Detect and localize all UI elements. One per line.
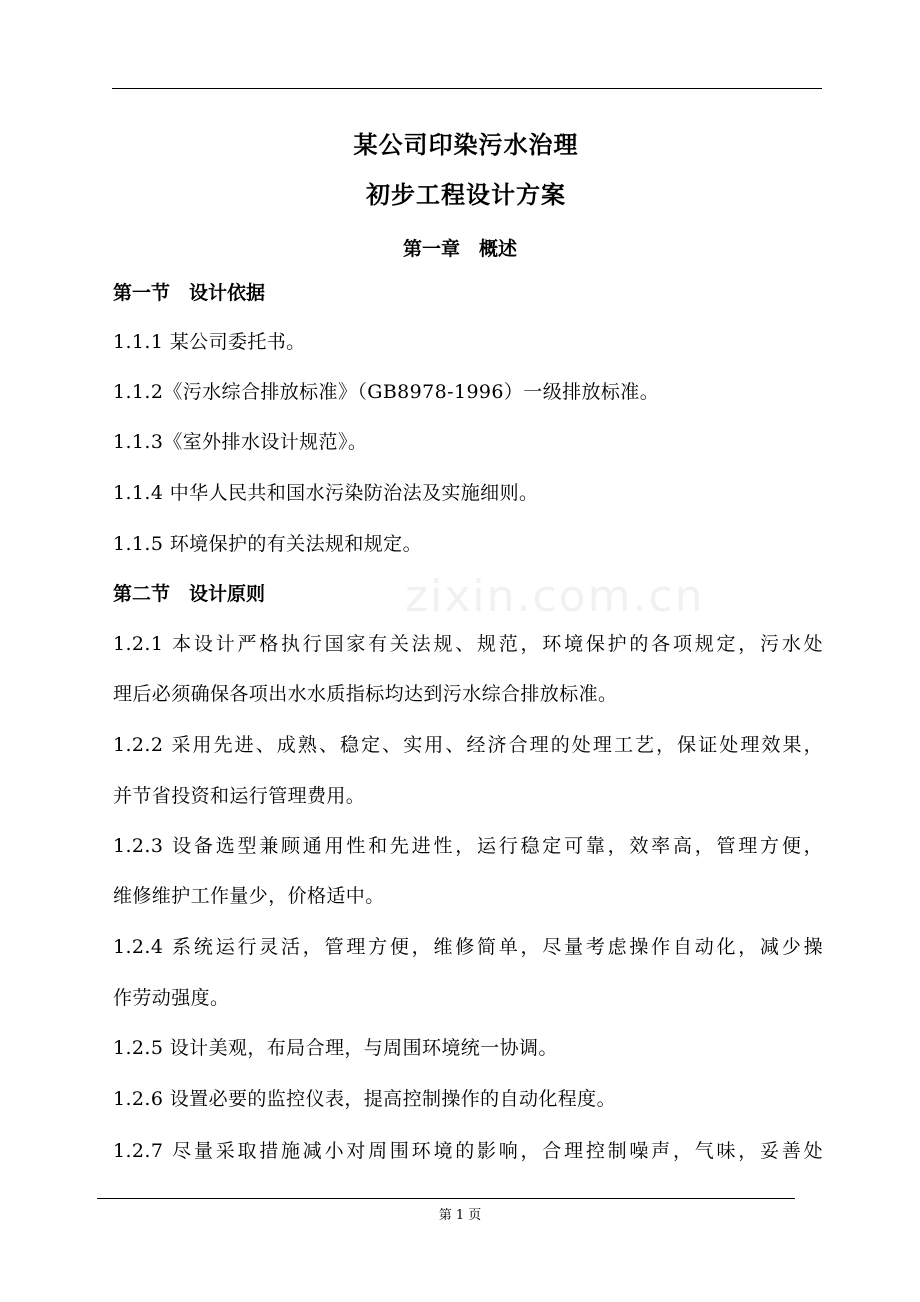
section2-line: 并节省投资和运行管理费用。 — [113, 785, 366, 807]
page-number: 第 1 页 — [438, 1208, 482, 1223]
section1-item: 1.1.4 中华人民共和国水污染防治法及实施细则。 — [113, 482, 539, 504]
section1-heading: 第一节 设计依据 — [113, 282, 266, 304]
section2-line: 1.2.3 设备选型兼顾通用性和先进性，运行稳定可靠，效率高，管理方便， — [113, 835, 823, 857]
section2-line: 1.2.6 设置必要的监控仪表，提高控制操作的自动化程度。 — [113, 1088, 616, 1110]
section2-line: 作劳动强度。 — [113, 987, 230, 1009]
document-title-line2: 初步工程设计方案 — [366, 181, 566, 209]
footer-rule — [97, 1198, 795, 1199]
section2-line: 理后必须确保各项出水水质指标均达到污水综合排放标准。 — [113, 683, 618, 705]
section2-line: 1.2.7 尽量采取措施减小对周围环境的影响，合理控制噪声，气味，妥善处 — [113, 1140, 823, 1162]
section2-line: 1.2.2 采用先进、成熟、稳定、实用、经济合理的处理工艺，保证处理效果， — [113, 734, 823, 756]
header-rule — [112, 88, 822, 89]
section2-line: 维修维护工作量少，价格适中。 — [113, 885, 385, 907]
watermark: zixin.com.cn — [405, 571, 705, 622]
section2-line: 1.2.4 系统运行灵活，管理方便，维修简单，尽量考虑操作自动化，减少操 — [113, 936, 823, 958]
section2-heading: 第二节 设计原则 — [113, 583, 266, 605]
section1-item: 1.1.2《污水综合排放标准》（GB8978-1996）一级排放标准。 — [113, 381, 660, 403]
section2-line: 1.2.5 设计美观，布局合理，与周围环境统一协调。 — [113, 1037, 558, 1059]
section2-line: 1.2.1 本设计严格执行国家有关法规、规范，环境保护的各项规定，污水处 — [113, 633, 823, 655]
chapter-heading: 第一章 概述 — [402, 238, 517, 260]
section1-item: 1.1.1 某公司委托书。 — [113, 331, 306, 353]
document-title-line1: 某公司印染污水治理 — [353, 131, 579, 159]
section1-item: 1.1.5 环境保护的有关法规和规定。 — [113, 533, 422, 555]
section1-item: 1.1.3《室外排水设计规范》。 — [113, 431, 368, 453]
